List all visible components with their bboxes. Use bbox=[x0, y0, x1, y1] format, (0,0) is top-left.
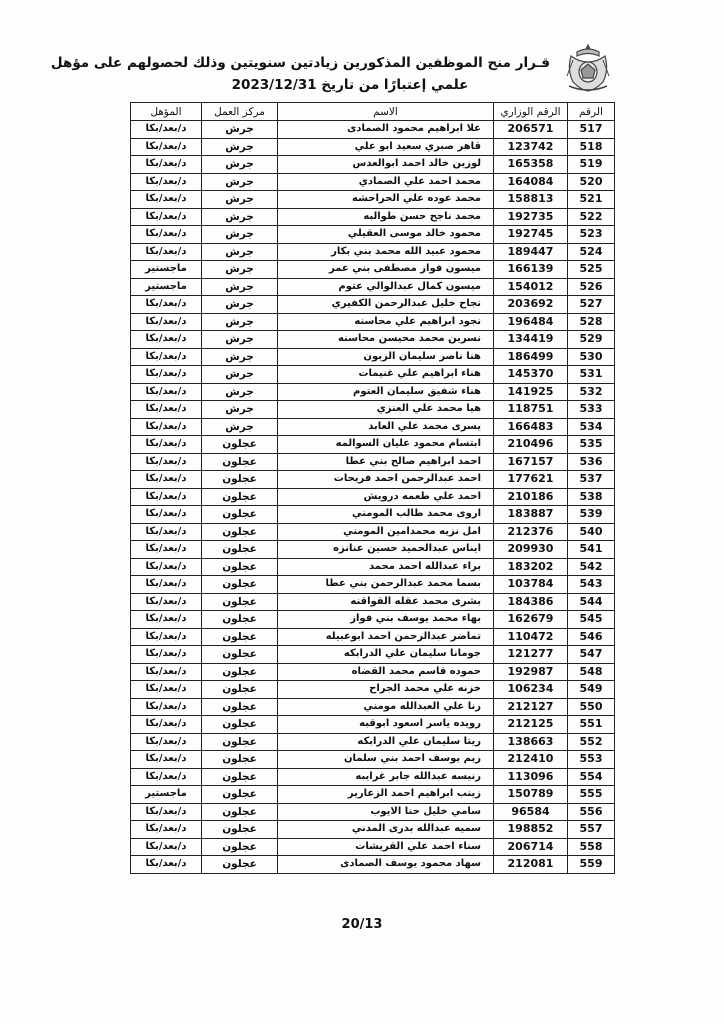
row-workplace: عجلون bbox=[202, 576, 278, 594]
row-number: 533 bbox=[568, 401, 615, 419]
row-workplace: عجلون bbox=[202, 436, 278, 454]
row-qualification: ماجستير bbox=[131, 786, 202, 804]
row-qualification: د/بعد/بكا bbox=[131, 751, 202, 769]
row-workplace: جرش bbox=[202, 366, 278, 384]
row-name: رنيسه عبدالله جابر غرايبه bbox=[278, 768, 494, 786]
table-row bbox=[131, 138, 615, 156]
row-qualification: د/بعد/بكا bbox=[131, 121, 202, 139]
row-name: اروى محمد طالب المومني bbox=[278, 506, 494, 524]
table-row bbox=[131, 506, 615, 524]
row-workplace: عجلون bbox=[202, 681, 278, 699]
row-name: هيا محمد علي العنزي bbox=[278, 401, 494, 419]
row-qualification: د/بعد/بكا bbox=[131, 838, 202, 856]
row-ministry-id: 158813 bbox=[494, 191, 568, 209]
row-number: 558 bbox=[568, 838, 615, 856]
table-row bbox=[131, 173, 615, 191]
row-number: 553 bbox=[568, 751, 615, 769]
row-workplace: عجلون bbox=[202, 593, 278, 611]
row-ministry-id: 162679 bbox=[494, 611, 568, 629]
row-workplace: عجلون bbox=[202, 698, 278, 716]
row-workplace: عجلون bbox=[202, 751, 278, 769]
row-qualification: ماجستير bbox=[131, 278, 202, 296]
row-number: 540 bbox=[568, 523, 615, 541]
row-qualification: د/بعد/بكا bbox=[131, 366, 202, 384]
row-name: احمد ابراهيم صالح بني عطا bbox=[278, 453, 494, 471]
row-workplace: عجلون bbox=[202, 733, 278, 751]
row-ministry-id: 134419 bbox=[494, 331, 568, 349]
header-num: الرقم bbox=[568, 103, 615, 121]
row-name: رنا علي العبدالله مومني bbox=[278, 698, 494, 716]
row-ministry-id: 192745 bbox=[494, 226, 568, 244]
row-name: ابتسام محمود عليان السوالمه bbox=[278, 436, 494, 454]
row-workplace: عجلون bbox=[202, 786, 278, 804]
row-qualification: د/بعد/بكا bbox=[131, 488, 202, 506]
row-number: 555 bbox=[568, 786, 615, 804]
row-ministry-id: 166483 bbox=[494, 418, 568, 436]
row-name: محمود خالد موسى العقيلي bbox=[278, 226, 494, 244]
row-name: نسرين محمد محيسن محاسنه bbox=[278, 331, 494, 349]
row-workplace: عجلون bbox=[202, 506, 278, 524]
row-name: هناء شفيق سليمان العتوم bbox=[278, 383, 494, 401]
row-workplace: جرش bbox=[202, 348, 278, 366]
row-ministry-id: 165358 bbox=[494, 156, 568, 174]
row-number: 520 bbox=[568, 173, 615, 191]
row-name: سناء احمد علي القريشات bbox=[278, 838, 494, 856]
row-number: 528 bbox=[568, 313, 615, 331]
row-ministry-id: 141925 bbox=[494, 383, 568, 401]
row-workplace: جرش bbox=[202, 226, 278, 244]
row-qualification: د/بعد/بكا bbox=[131, 383, 202, 401]
row-number: 544 bbox=[568, 593, 615, 611]
table-row bbox=[131, 401, 615, 419]
row-ministry-id: 212376 bbox=[494, 523, 568, 541]
row-number: 545 bbox=[568, 611, 615, 629]
row-qualification: ماجستير bbox=[131, 261, 202, 279]
row-name: محمود عبيد الله محمد بني بكار bbox=[278, 243, 494, 261]
row-name: علا ابراهيم محمود الصمادى bbox=[278, 121, 494, 139]
row-number: 539 bbox=[568, 506, 615, 524]
row-workplace: عجلون bbox=[202, 558, 278, 576]
row-name: ريم يوسف احمد بني سلمان bbox=[278, 751, 494, 769]
row-name: يسرى محمد علي العابد bbox=[278, 418, 494, 436]
row-ministry-id: 121277 bbox=[494, 646, 568, 664]
table-row bbox=[131, 646, 615, 664]
table-row bbox=[131, 436, 615, 454]
row-workplace: عجلون bbox=[202, 856, 278, 874]
row-ministry-id: 196484 bbox=[494, 313, 568, 331]
row-ministry-id: 145370 bbox=[494, 366, 568, 384]
row-name: بشرى محمد عقله القواقنه bbox=[278, 593, 494, 611]
row-ministry-id: 210496 bbox=[494, 436, 568, 454]
table-row bbox=[131, 681, 615, 699]
row-ministry-id: 184386 bbox=[494, 593, 568, 611]
header-workplace: مركز العمل bbox=[202, 103, 278, 121]
table-row bbox=[131, 261, 615, 279]
row-qualification: د/بعد/بكا bbox=[131, 716, 202, 734]
row-number: 518 bbox=[568, 138, 615, 156]
row-qualification: د/بعد/بكا bbox=[131, 821, 202, 839]
row-name: احمد عبدالرحمن احمد فريحات bbox=[278, 471, 494, 489]
row-ministry-id: 106234 bbox=[494, 681, 568, 699]
row-qualification: د/بعد/بكا bbox=[131, 506, 202, 524]
row-workplace: جرش bbox=[202, 401, 278, 419]
table-row bbox=[131, 278, 615, 296]
row-ministry-id: 103784 bbox=[494, 576, 568, 594]
row-workplace: جرش bbox=[202, 138, 278, 156]
row-ministry-id: 177621 bbox=[494, 471, 568, 489]
row-name: محمد ناجح حسن طوالبه bbox=[278, 208, 494, 226]
row-workplace: عجلون bbox=[202, 453, 278, 471]
row-number: 552 bbox=[568, 733, 615, 751]
row-workplace: جرش bbox=[202, 383, 278, 401]
row-ministry-id: 212125 bbox=[494, 716, 568, 734]
row-workplace: عجلون bbox=[202, 803, 278, 821]
row-qualification: د/بعد/بكا bbox=[131, 663, 202, 681]
table-row bbox=[131, 121, 615, 139]
row-qualification: د/بعد/بكا bbox=[131, 156, 202, 174]
document-title bbox=[50, 52, 550, 96]
row-ministry-id: 203692 bbox=[494, 296, 568, 314]
row-number: 526 bbox=[568, 278, 615, 296]
row-ministry-id: 198852 bbox=[494, 821, 568, 839]
row-qualification: د/بعد/بكا bbox=[131, 698, 202, 716]
table-row bbox=[131, 856, 615, 874]
row-ministry-id: 186499 bbox=[494, 348, 568, 366]
row-number: 527 bbox=[568, 296, 615, 314]
row-workplace: جرش bbox=[202, 191, 278, 209]
row-number: 536 bbox=[568, 453, 615, 471]
row-qualification: د/بعد/بكا bbox=[131, 418, 202, 436]
title-line-1: قـرار منح الموظفين المذكورين زيادتين سنويتين وذلك لحصولهم على مؤهل bbox=[50, 55, 550, 71]
row-qualification: د/بعد/بكا bbox=[131, 593, 202, 611]
table-row bbox=[131, 348, 615, 366]
row-ministry-id: 96584 bbox=[494, 803, 568, 821]
row-workplace: عجلون bbox=[202, 471, 278, 489]
row-name: رويده ياسر اسعود ابوقبه bbox=[278, 716, 494, 734]
table-header-row bbox=[131, 103, 615, 121]
row-name: سميه عبدالله بدرى المدني bbox=[278, 821, 494, 839]
table-row bbox=[131, 821, 615, 839]
row-qualification: د/بعد/بكا bbox=[131, 681, 202, 699]
row-number: 522 bbox=[568, 208, 615, 226]
row-name: سامي خليل حنا الايوب bbox=[278, 803, 494, 821]
row-name: تماضر عبدالرحمن احمد ابوعبيله bbox=[278, 628, 494, 646]
employees-table bbox=[130, 102, 615, 874]
row-name: خزنه علي محمد الجراح bbox=[278, 681, 494, 699]
row-ministry-id: 212127 bbox=[494, 698, 568, 716]
row-ministry-id: 192987 bbox=[494, 663, 568, 681]
row-qualification: د/بعد/بكا bbox=[131, 768, 202, 786]
row-ministry-id: 189447 bbox=[494, 243, 568, 261]
table-row bbox=[131, 628, 615, 646]
table-row bbox=[131, 488, 615, 506]
table-row bbox=[131, 226, 615, 244]
row-name: جومانا سليمان علي الدرابكه bbox=[278, 646, 494, 664]
row-ministry-id: 166139 bbox=[494, 261, 568, 279]
row-qualification: د/بعد/بكا bbox=[131, 733, 202, 751]
header-qualification: المؤهل bbox=[131, 103, 202, 121]
row-qualification: د/بعد/بكا bbox=[131, 558, 202, 576]
row-qualification: د/بعد/بكا bbox=[131, 313, 202, 331]
row-number: 557 bbox=[568, 821, 615, 839]
table-row bbox=[131, 611, 615, 629]
row-workplace: عجلون bbox=[202, 716, 278, 734]
row-qualification: د/بعد/بكا bbox=[131, 208, 202, 226]
row-qualification: د/بعد/بكا bbox=[131, 348, 202, 366]
row-number: 535 bbox=[568, 436, 615, 454]
row-qualification: د/بعد/بكا bbox=[131, 436, 202, 454]
row-qualification: د/بعد/بكا bbox=[131, 401, 202, 419]
row-number: 556 bbox=[568, 803, 615, 821]
table-row bbox=[131, 471, 615, 489]
row-name: محمد احمد علي الصمادي bbox=[278, 173, 494, 191]
row-workplace: عجلون bbox=[202, 821, 278, 839]
table-row bbox=[131, 558, 615, 576]
row-name: نجاح خليل عبدالرحمن الكفيري bbox=[278, 296, 494, 314]
row-workplace: جرش bbox=[202, 261, 278, 279]
row-workplace: جرش bbox=[202, 173, 278, 191]
table-row bbox=[131, 663, 615, 681]
table-row bbox=[131, 453, 615, 471]
row-qualification: د/بعد/بكا bbox=[131, 191, 202, 209]
row-workplace: عجلون bbox=[202, 838, 278, 856]
row-number: 538 bbox=[568, 488, 615, 506]
row-number: 517 bbox=[568, 121, 615, 139]
row-name: حموده قاسم محمد القضاه bbox=[278, 663, 494, 681]
row-qualification: د/بعد/بكا bbox=[131, 138, 202, 156]
row-qualification: د/بعد/بكا bbox=[131, 243, 202, 261]
table-row bbox=[131, 296, 615, 314]
row-number: 525 bbox=[568, 261, 615, 279]
row-ministry-id: 164084 bbox=[494, 173, 568, 191]
page-number: 20/13 bbox=[341, 917, 383, 932]
table-row bbox=[131, 786, 615, 804]
row-number: 543 bbox=[568, 576, 615, 594]
table-row bbox=[131, 208, 615, 226]
row-ministry-id: 183202 bbox=[494, 558, 568, 576]
table-row bbox=[131, 593, 615, 611]
row-workplace: عجلون bbox=[202, 663, 278, 681]
row-name: براء عبدالله احمد محمد bbox=[278, 558, 494, 576]
row-ministry-id: 212081 bbox=[494, 856, 568, 874]
row-qualification: د/بعد/بكا bbox=[131, 331, 202, 349]
row-number: 519 bbox=[568, 156, 615, 174]
row-workplace: عجلون bbox=[202, 488, 278, 506]
row-number: 547 bbox=[568, 646, 615, 664]
table-row bbox=[131, 418, 615, 436]
row-name: محمد عوده علي الحراحشه bbox=[278, 191, 494, 209]
row-ministry-id: 118751 bbox=[494, 401, 568, 419]
row-name: زينب ابراهيم احمد الزعارير bbox=[278, 786, 494, 804]
row-workplace: جرش bbox=[202, 121, 278, 139]
row-name: بهاء محمد يوسف بني فواز bbox=[278, 611, 494, 629]
row-ministry-id: 113096 bbox=[494, 768, 568, 786]
table-row bbox=[131, 331, 615, 349]
row-number: 549 bbox=[568, 681, 615, 699]
row-name: ميسون فواز مصطفى بني عمر bbox=[278, 261, 494, 279]
row-name: احمد علي طعمه درويش bbox=[278, 488, 494, 506]
row-ministry-id: 138663 bbox=[494, 733, 568, 751]
row-ministry-id: 183887 bbox=[494, 506, 568, 524]
table-row bbox=[131, 383, 615, 401]
row-ministry-id: 192735 bbox=[494, 208, 568, 226]
row-ministry-id: 212410 bbox=[494, 751, 568, 769]
table-row bbox=[131, 313, 615, 331]
table-row bbox=[131, 716, 615, 734]
row-number: 529 bbox=[568, 331, 615, 349]
row-ministry-id: 209930 bbox=[494, 541, 568, 559]
row-workplace: عجلون bbox=[202, 523, 278, 541]
row-qualification: د/بعد/بكا bbox=[131, 856, 202, 874]
row-name: ميسون كمال عبدالوالي عتوم bbox=[278, 278, 494, 296]
row-name: نجود ابراهيم علي محاسنه bbox=[278, 313, 494, 331]
row-name: لوزين خالد احمد ابوالعدس bbox=[278, 156, 494, 174]
row-ministry-id: 150789 bbox=[494, 786, 568, 804]
row-number: 554 bbox=[568, 768, 615, 786]
table-row bbox=[131, 366, 615, 384]
row-ministry-id: 110472 bbox=[494, 628, 568, 646]
row-qualification: د/بعد/بكا bbox=[131, 173, 202, 191]
header-name: الاسم bbox=[278, 103, 494, 121]
row-number: 546 bbox=[568, 628, 615, 646]
row-qualification: د/بعد/بكا bbox=[131, 453, 202, 471]
title-line-2: علمي إعتبارًا من تاريخ 2023/12/31 bbox=[231, 77, 469, 93]
row-name: ايناس عبدالحميد حسين عنانزه bbox=[278, 541, 494, 559]
row-number: 534 bbox=[568, 418, 615, 436]
table-row bbox=[131, 541, 615, 559]
row-workplace: عجلون bbox=[202, 628, 278, 646]
row-ministry-id: 123742 bbox=[494, 138, 568, 156]
row-workplace: جرش bbox=[202, 331, 278, 349]
row-number: 530 bbox=[568, 348, 615, 366]
row-number: 559 bbox=[568, 856, 615, 874]
row-qualification: د/بعد/بكا bbox=[131, 803, 202, 821]
table-row bbox=[131, 838, 615, 856]
table-row bbox=[131, 523, 615, 541]
row-number: 532 bbox=[568, 383, 615, 401]
row-workplace: عجلون bbox=[202, 611, 278, 629]
row-number: 537 bbox=[568, 471, 615, 489]
table-row bbox=[131, 576, 615, 594]
row-qualification: د/بعد/بكا bbox=[131, 296, 202, 314]
row-name: سهاد محمود يوسف الصمادى bbox=[278, 856, 494, 874]
row-qualification: د/بعد/بكا bbox=[131, 541, 202, 559]
row-workplace: عجلون bbox=[202, 541, 278, 559]
row-name: ريتا سليمان علي الدرابكه bbox=[278, 733, 494, 751]
row-ministry-id: 167157 bbox=[494, 453, 568, 471]
row-ministry-id: 154012 bbox=[494, 278, 568, 296]
row-name: هناء ابراهيم علي غنيمات bbox=[278, 366, 494, 384]
table-row bbox=[131, 733, 615, 751]
table-row bbox=[131, 156, 615, 174]
row-number: 542 bbox=[568, 558, 615, 576]
row-name: قاهر صبري سعيد ابو علي bbox=[278, 138, 494, 156]
row-workplace: جرش bbox=[202, 156, 278, 174]
row-workplace: جرش bbox=[202, 208, 278, 226]
row-qualification: د/بعد/بكا bbox=[131, 523, 202, 541]
table-row bbox=[131, 751, 615, 769]
row-ministry-id: 206571 bbox=[494, 121, 568, 139]
row-workplace: جرش bbox=[202, 243, 278, 261]
row-qualification: د/بعد/بكا bbox=[131, 611, 202, 629]
row-ministry-id: 210186 bbox=[494, 488, 568, 506]
row-number: 524 bbox=[568, 243, 615, 261]
row-number: 548 bbox=[568, 663, 615, 681]
row-qualification: د/بعد/بكا bbox=[131, 471, 202, 489]
row-qualification: د/بعد/بكا bbox=[131, 646, 202, 664]
row-workplace: جرش bbox=[202, 418, 278, 436]
row-workplace: جرش bbox=[202, 296, 278, 314]
row-qualification: د/بعد/بكا bbox=[131, 576, 202, 594]
row-workplace: عجلون bbox=[202, 768, 278, 786]
row-name: امل نزيه محمدامين المومني bbox=[278, 523, 494, 541]
row-workplace: جرش bbox=[202, 278, 278, 296]
row-number: 551 bbox=[568, 716, 615, 734]
row-number: 541 bbox=[568, 541, 615, 559]
header-ministry-id: الرقم الوزاري bbox=[494, 103, 568, 121]
row-ministry-id: 206714 bbox=[494, 838, 568, 856]
row-qualification: د/بعد/بكا bbox=[131, 226, 202, 244]
row-number: 521 bbox=[568, 191, 615, 209]
table-row bbox=[131, 243, 615, 261]
row-qualification: د/بعد/بكا bbox=[131, 628, 202, 646]
row-number: 550 bbox=[568, 698, 615, 716]
row-number: 531 bbox=[568, 366, 615, 384]
table-row bbox=[131, 698, 615, 716]
coat-of-arms-icon bbox=[563, 42, 613, 94]
table-row bbox=[131, 768, 615, 786]
table-row bbox=[131, 191, 615, 209]
row-name: بسما محمد عبدالرحمن بني عطا bbox=[278, 576, 494, 594]
row-name: هنا ناصر سليمان الزبون bbox=[278, 348, 494, 366]
row-workplace: عجلون bbox=[202, 646, 278, 664]
row-workplace: جرش bbox=[202, 313, 278, 331]
table-row bbox=[131, 803, 615, 821]
row-number: 523 bbox=[568, 226, 615, 244]
